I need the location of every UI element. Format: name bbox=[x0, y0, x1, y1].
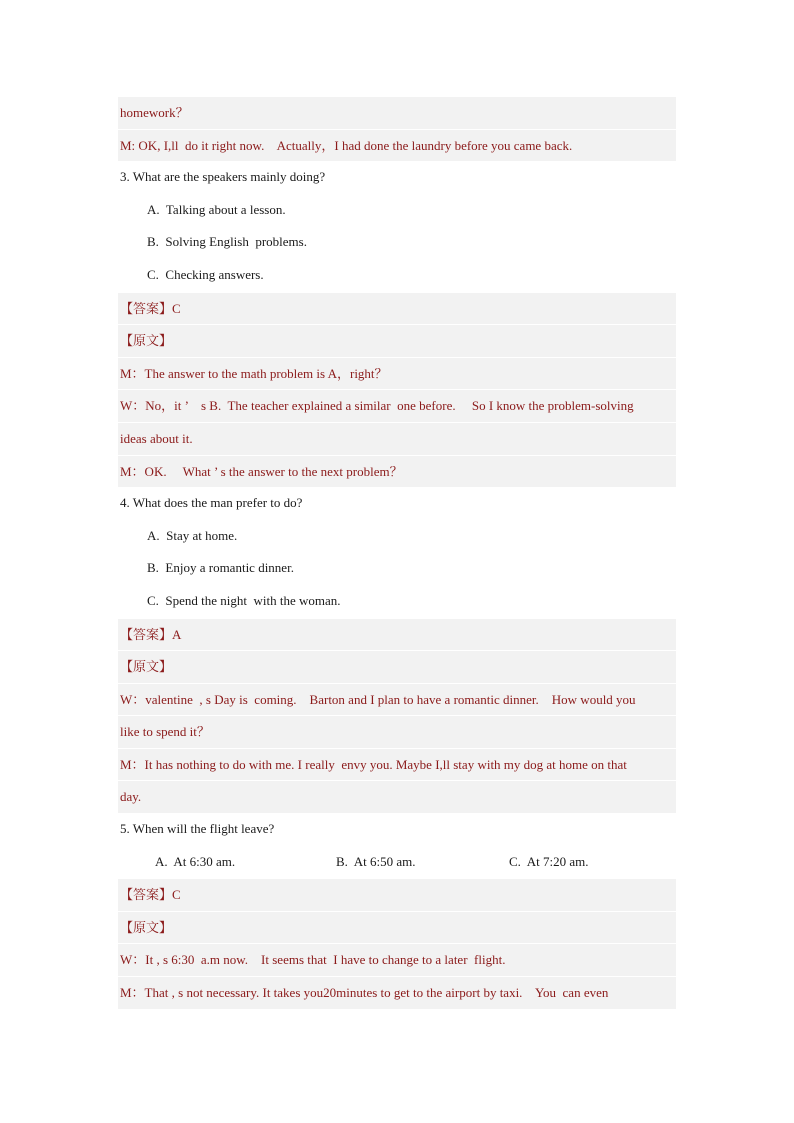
option-c: C. At 7:20 am. bbox=[509, 853, 589, 869]
question-4: 4. What does the man prefer to do? bbox=[120, 495, 303, 511]
dialogue-line: M: OK, I,ll do it right now. Actually，I had done the laundry before you came back. bbox=[118, 129, 676, 162]
dialogue-line: W：It , s 6:30 a.m now. It seems that I have to change to a later flight. bbox=[118, 943, 676, 976]
answer-label: 【答案】C bbox=[118, 292, 676, 325]
document-body bbox=[118, 96, 676, 1009]
option-a: A. Talking about a lesson. bbox=[147, 201, 286, 217]
question-5-options bbox=[118, 846, 676, 879]
option-a: A. At 6:30 am. bbox=[155, 853, 236, 869]
dialogue-line: M：OK. What ’ s the answer to the next problem？ bbox=[118, 455, 676, 488]
dialogue-line: M：The answer to the math problem is A，right？ bbox=[118, 357, 676, 390]
option-b: B. Enjoy a romantic dinner. bbox=[147, 560, 294, 576]
dialogue-line: ideas about it. bbox=[118, 422, 676, 455]
option-b: B. At 6:50 am. bbox=[336, 853, 416, 869]
question-5: 5. When will the flight leave? bbox=[120, 821, 275, 837]
dialogue-line: M：It has nothing to do with me. I really envy you. Maybe I,ll stay with my dog at home on that bbox=[118, 748, 676, 781]
question-3: 3. What are the speakers mainly doing? bbox=[120, 169, 326, 185]
option-a: A. Stay at home. bbox=[147, 527, 238, 543]
transcript-label: 【原文】 bbox=[118, 650, 676, 683]
transcript-label: 【原文】 bbox=[118, 911, 676, 944]
dialogue-line: homework？ bbox=[118, 96, 676, 129]
answer-label: 【答案】C bbox=[118, 878, 676, 911]
answer-label: 【答案】A bbox=[118, 618, 676, 651]
option-c: C. Spend the night with the woman. bbox=[147, 592, 341, 608]
dialogue-line: W：No，it ’ s B. The teacher explained a similar one before. So I know the problem-solving bbox=[118, 389, 676, 422]
option-c: C. Checking answers. bbox=[147, 266, 264, 282]
dialogue-line: day. bbox=[118, 780, 676, 813]
dialogue-line: like to spend it？ bbox=[118, 715, 676, 748]
transcript-label: 【原文】 bbox=[118, 324, 676, 357]
dialogue-line: W：valentine , s Day is coming. Barton and I plan to have a romantic dinner. How would you bbox=[118, 683, 676, 716]
dialogue-line: M：That , s not necessary. It takes you20minutes to get to the airport by taxi. You can even bbox=[118, 976, 676, 1009]
option-b: B. Solving English problems. bbox=[147, 234, 307, 250]
